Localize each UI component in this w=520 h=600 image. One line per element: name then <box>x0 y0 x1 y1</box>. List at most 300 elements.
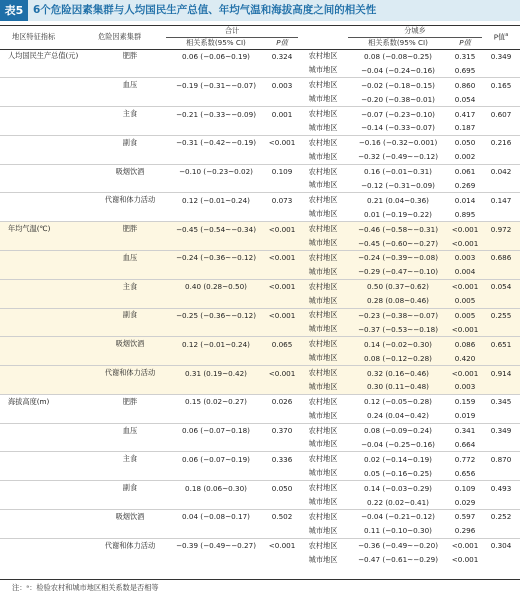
strat-coef: 0.12 (−0.05~0.28) <box>348 394 448 408</box>
total-coef: −0.21 (−0.33~−0.09) <box>166 107 266 121</box>
strat-p: 0.050 <box>448 135 482 149</box>
total-p <box>266 265 298 279</box>
strat-coef: −0.36 (−0.49~−0.20) <box>348 538 448 552</box>
total-p: 0.073 <box>266 193 298 207</box>
p-diff <box>482 150 520 164</box>
total-p: <0.001 <box>266 538 298 552</box>
strat-p: 0.664 <box>454 439 476 449</box>
table-row <box>0 265 520 279</box>
area-label: 城市地区 <box>308 497 338 507</box>
total-p <box>266 524 298 538</box>
total-p <box>266 380 298 394</box>
p-diff: 0.870 <box>482 452 520 466</box>
row-cluster <box>94 179 166 193</box>
row-indicator: 人均国民生产总值(元) <box>8 51 79 61</box>
row-indicator <box>0 135 94 149</box>
row-cluster: 主食 <box>94 452 166 466</box>
row-indicator <box>0 510 94 524</box>
total-coef <box>166 265 266 279</box>
total-p: 0.003 <box>266 78 298 92</box>
total-p: 0.026 <box>266 394 298 408</box>
p-diff: 0.493 <box>482 481 520 495</box>
strat-coef: 0.30 (0.11~0.48) <box>348 380 448 394</box>
row-indicator <box>0 193 94 207</box>
table-row <box>0 107 520 121</box>
total-p <box>266 553 298 567</box>
header-p-diff: P值$^a$ <box>482 26 520 49</box>
p-diff: 0.216 <box>482 135 520 149</box>
table-title: 6个危险因素集群与人均国民生产总值、年均气温和海拔高度之间的相关性 <box>33 4 377 16</box>
total-p <box>266 409 298 423</box>
table-title-bar <box>0 0 520 21</box>
table-row <box>0 63 520 77</box>
area-label: 农村地区 <box>298 164 348 178</box>
area-label: 农村地区 <box>298 250 348 264</box>
strat-coef: −0.04 (−0.24~0.16) <box>361 65 435 75</box>
total-coef <box>166 553 266 567</box>
total-p: 0.001 <box>266 107 298 121</box>
total-coef <box>166 294 266 308</box>
area-label: 城市地区 <box>298 380 348 394</box>
total-p <box>266 92 298 106</box>
row-cluster: 代谢和体力活动 <box>94 538 166 552</box>
area-label: 农村地区 <box>298 78 348 92</box>
row-cluster: 肥胖 <box>94 222 166 236</box>
p-diff: 0.651 <box>482 337 520 351</box>
header-indicator: 地区特征指标 <box>0 26 94 49</box>
area-label: 城市地区 <box>308 180 338 190</box>
strat-coef: −0.04 (−0.21~0.12) <box>348 510 448 524</box>
total-coef: 0.31 (0.19~0.42) <box>166 366 266 380</box>
row-cluster: 血压 <box>94 423 166 437</box>
p-diff: 0.054 <box>482 279 520 293</box>
row-cluster: 代谢和体力活动 <box>94 193 166 207</box>
strat-p: 0.417 <box>448 107 482 121</box>
p-diff: 0.349 <box>490 51 512 61</box>
table-header <box>0 26 520 49</box>
area-label: 城市地区 <box>308 525 338 535</box>
row-indicator <box>0 337 94 351</box>
strat-coef: 0.08 (−0.12~0.28) <box>348 351 448 365</box>
strat-coef: −0.37 (−0.53~−0.18) <box>348 322 448 336</box>
table-bottom-rule <box>0 579 520 580</box>
row-indicator <box>0 495 94 509</box>
row-cluster <box>94 265 166 279</box>
row-indicator <box>0 265 94 279</box>
p-diff <box>482 207 520 221</box>
strat-coef: −0.47 (−0.61~−0.29) <box>358 555 439 565</box>
table-row <box>0 135 520 149</box>
total-coef <box>166 150 266 164</box>
total-coef <box>166 179 266 193</box>
strat-p: 0.860 <box>448 78 482 92</box>
row-cluster <box>94 351 166 365</box>
table-row <box>0 308 520 322</box>
row-indicator <box>0 366 94 380</box>
area-label: 城市地区 <box>308 65 338 75</box>
p-diff: 0.042 <box>482 164 520 178</box>
strat-coef: 0.14 (−0.03~0.29) <box>348 481 448 495</box>
strat-coef: −0.04 (−0.25~0.16) <box>361 439 435 449</box>
strat-p: 0.109 <box>448 481 482 495</box>
total-coef <box>166 207 266 221</box>
total-p <box>266 294 298 308</box>
area-label: 城市地区 <box>308 94 338 104</box>
strat-p: <0.001 <box>448 279 482 293</box>
header-total-p: P值 <box>266 37 298 49</box>
table-row <box>0 92 520 106</box>
row-cluster <box>94 438 166 452</box>
header-total-coef: 相关系数(95% CI) <box>166 37 266 49</box>
row-indicator <box>0 308 94 322</box>
table-row <box>0 279 520 293</box>
p-diff <box>482 265 520 279</box>
table-row <box>0 538 520 552</box>
total-coef: 0.06 (−0.07~0.18) <box>166 423 266 437</box>
total-p: 0.050 <box>266 481 298 495</box>
total-coef <box>166 438 266 452</box>
row-indicator <box>0 452 94 466</box>
area-label: 城市地区 <box>298 236 348 250</box>
total-coef <box>166 121 266 135</box>
total-p <box>266 207 298 221</box>
row-indicator <box>0 236 94 250</box>
row-cluster <box>94 92 166 106</box>
table-row <box>0 164 520 178</box>
table-footnote: 注：ᵃ：检验农村和城市地区相关系数是否相等 <box>12 583 159 592</box>
table-row <box>0 524 520 538</box>
table-body <box>0 49 520 567</box>
area-label: 城市地区 <box>308 410 338 420</box>
area-label: 农村地区 <box>298 135 348 149</box>
strat-coef: 0.02 (−0.14~0.19) <box>348 452 448 466</box>
header-group-stratified: 分城乡 <box>348 26 482 37</box>
total-coef: 0.04 (−0.08~0.17) <box>166 510 266 524</box>
total-p: 0.502 <box>266 510 298 524</box>
row-cluster: 代谢和体力活动 <box>94 366 166 380</box>
table-row <box>0 121 520 135</box>
strat-p: 0.004 <box>448 265 482 279</box>
total-coef <box>166 351 266 365</box>
p-diff: 0.972 <box>482 222 520 236</box>
row-indicator <box>0 380 94 394</box>
row-indicator <box>0 92 94 106</box>
strat-p: 0.002 <box>454 152 476 162</box>
row-cluster <box>94 150 166 164</box>
strat-coef: −0.12 (−0.31~0.09) <box>361 180 435 190</box>
table-row <box>0 179 520 193</box>
table-row <box>0 466 520 480</box>
strat-coef: −0.07 (−0.23~0.10) <box>348 107 448 121</box>
table-row <box>0 294 520 308</box>
table-row <box>0 337 520 351</box>
strat-coef: −0.32 (−0.49~−0.12) <box>358 152 439 162</box>
table-row <box>0 222 520 236</box>
strat-p: 0.269 <box>454 180 476 190</box>
row-cluster <box>94 63 166 77</box>
p-diff <box>482 92 520 106</box>
total-p: <0.001 <box>266 222 298 236</box>
strat-coef: −0.14 (−0.33~0.07) <box>361 123 435 133</box>
p-diff <box>482 438 520 452</box>
p-diff <box>482 179 520 193</box>
table-row <box>0 510 520 524</box>
total-coef: −0.10 (−0.23~0.02) <box>166 164 266 178</box>
p-diff <box>482 380 520 394</box>
table-row <box>0 366 520 380</box>
area-label: 城市地区 <box>298 351 348 365</box>
row-cluster: 肥胖 <box>122 51 138 61</box>
row-cluster: 吸烟饮酒 <box>94 164 166 178</box>
p-diff <box>482 236 520 250</box>
p-diff: 0.147 <box>482 193 520 207</box>
strat-p: 0.695 <box>454 65 476 75</box>
table-row <box>0 150 520 164</box>
row-cluster <box>94 524 166 538</box>
strat-p: 0.061 <box>448 164 482 178</box>
total-p: <0.001 <box>266 279 298 293</box>
row-cluster: 血压 <box>94 78 166 92</box>
area-label: 农村地区 <box>298 510 348 524</box>
strat-p: 0.341 <box>448 423 482 437</box>
row-indicator <box>0 481 94 495</box>
table-row <box>0 49 520 63</box>
p-diff <box>482 294 520 308</box>
p-diff: 0.914 <box>482 366 520 380</box>
area-label: 城市地区 <box>298 322 348 336</box>
total-p: <0.001 <box>266 135 298 149</box>
table-row <box>0 380 520 394</box>
row-indicator: 年均气温(℃) <box>0 222 94 236</box>
row-indicator <box>0 423 94 437</box>
table-row <box>0 394 520 408</box>
total-coef <box>166 466 266 480</box>
table-row <box>0 423 520 437</box>
header-strat-coef: 相关系数(95% CI) <box>348 37 448 49</box>
strat-coef: 0.08 (−0.09~0.24) <box>348 423 448 437</box>
area-label: 农村地区 <box>298 366 348 380</box>
strat-coef: 0.16 (−0.01~0.31) <box>348 164 448 178</box>
area-label: 农村地区 <box>298 279 348 293</box>
strat-p: 0.054 <box>454 94 476 104</box>
row-cluster: 主食 <box>94 279 166 293</box>
p-diff <box>482 524 520 538</box>
row-indicator <box>0 438 94 452</box>
p-diff <box>482 466 520 480</box>
area-label: 农村地区 <box>298 193 348 207</box>
total-coef: −0.39 (−0.49~−0.27) <box>166 538 266 552</box>
total-coef <box>166 524 266 538</box>
table-row <box>0 322 520 336</box>
total-coef <box>166 236 266 250</box>
area-label: 城市地区 <box>308 439 338 449</box>
strat-p: <0.001 <box>448 538 482 552</box>
total-coef: 0.12 (−0.01~0.24) <box>166 337 266 351</box>
total-coef: 0.40 (0.28~0.50) <box>166 279 266 293</box>
table-number-badge: 表5 <box>0 0 28 21</box>
row-indicator <box>0 179 94 193</box>
row-cluster: 副食 <box>94 135 166 149</box>
strat-p: 0.895 <box>454 209 476 219</box>
table-row <box>0 495 520 509</box>
header-cluster: 危险因素集群 <box>94 26 166 49</box>
p-diff: 0.165 <box>482 78 520 92</box>
strat-p: 0.029 <box>454 497 476 507</box>
area-label: 农村地区 <box>298 423 348 437</box>
total-coef: 0.12 (−0.01~0.24) <box>166 193 266 207</box>
strat-p: 0.296 <box>454 526 476 536</box>
p-diff: 0.304 <box>482 538 520 552</box>
row-cluster: 副食 <box>94 481 166 495</box>
area-label: 农村地区 <box>298 538 348 552</box>
row-cluster <box>94 380 166 394</box>
header-group-total: 合计 <box>166 26 298 37</box>
table-row <box>0 438 520 452</box>
total-p <box>266 495 298 509</box>
row-indicator <box>0 250 94 264</box>
total-p <box>266 179 298 193</box>
row-indicator <box>0 538 94 552</box>
total-coef: 0.18 (0.06~0.30) <box>166 481 266 495</box>
total-p: <0.001 <box>266 250 298 264</box>
strat-p: 0.187 <box>454 123 476 133</box>
p-diff: 0.345 <box>482 394 520 408</box>
strat-p: 0.597 <box>448 510 482 524</box>
strat-p: <0.001 <box>448 236 482 250</box>
row-indicator <box>0 279 94 293</box>
p-diff: 0.607 <box>482 107 520 121</box>
row-cluster: 肥胖 <box>94 394 166 408</box>
table-row <box>0 452 520 466</box>
table-row <box>0 553 520 567</box>
strat-coef: −0.45 (−0.60~−0.27) <box>348 236 448 250</box>
table-row <box>0 193 520 207</box>
area-label: 农村地区 <box>308 51 338 61</box>
area-label: 城市地区 <box>298 294 348 308</box>
strat-p: 0.005 <box>448 308 482 322</box>
total-coef: −0.25 (−0.36~−0.12) <box>166 308 266 322</box>
total-p: <0.001 <box>266 308 298 322</box>
strat-coef: 0.21 (0.04~0.36) <box>348 193 448 207</box>
total-p: 0.065 <box>266 337 298 351</box>
strat-coef: 0.01 (−0.19~0.22) <box>364 209 432 219</box>
total-p <box>266 351 298 365</box>
total-coef <box>166 495 266 509</box>
strat-coef: 0.08 (−0.08~0.25) <box>364 51 432 61</box>
p-diff <box>482 553 520 567</box>
area-label: 城市地区 <box>308 209 338 219</box>
total-coef: −0.45 (−0.54~−0.34) <box>166 222 266 236</box>
row-indicator <box>0 150 94 164</box>
total-coef: 0.06 (−0.06~0.19) <box>182 51 250 61</box>
total-p: 0.336 <box>266 452 298 466</box>
area-label: 城市地区 <box>308 151 338 161</box>
row-indicator <box>0 78 94 92</box>
total-p <box>266 466 298 480</box>
strat-coef: −0.20 (−0.38~0.01) <box>361 94 435 104</box>
row-cluster <box>94 409 166 423</box>
total-coef: −0.19 (−0.31~−0.07) <box>166 78 266 92</box>
total-p <box>266 322 298 336</box>
total-coef: 0.06 (−0.07~0.19) <box>166 452 266 466</box>
total-p <box>266 63 298 77</box>
area-label: 城市地区 <box>308 468 338 478</box>
p-diff: 0.686 <box>482 250 520 264</box>
area-label: 农村地区 <box>298 452 348 466</box>
strat-p: <0.001 <box>451 555 479 565</box>
total-coef <box>166 380 266 394</box>
area-label: 农村地区 <box>298 337 348 351</box>
p-diff <box>482 121 520 135</box>
strat-coef: 0.22 (0.02~0.41) <box>367 497 429 507</box>
row-indicator <box>0 466 94 480</box>
strat-coef: −0.24 (−0.39~−0.08) <box>348 250 448 264</box>
row-cluster <box>94 553 166 567</box>
total-p: 0.324 <box>271 51 293 61</box>
strat-coef: 0.28 (0.08~0.46) <box>348 294 448 308</box>
correlation-table <box>0 26 520 567</box>
strat-p: <0.001 <box>448 366 482 380</box>
row-indicator <box>0 164 94 178</box>
row-cluster <box>94 121 166 135</box>
row-cluster <box>94 207 166 221</box>
total-coef <box>166 63 266 77</box>
strat-p: 0.086 <box>448 337 482 351</box>
strat-coef: −0.16 (−0.32~0.001) <box>348 135 448 149</box>
row-indicator <box>0 207 94 221</box>
total-coef: −0.31 (−0.42~−0.19) <box>166 135 266 149</box>
row-cluster <box>94 466 166 480</box>
strat-p: 0.005 <box>448 294 482 308</box>
strat-coef: 0.11 (−0.10~0.30) <box>364 526 432 536</box>
area-label: 城市地区 <box>298 265 348 279</box>
total-coef <box>166 409 266 423</box>
header-strat-p: P值 <box>448 37 482 49</box>
table-row <box>0 207 520 221</box>
total-coef: 0.15 (0.02~0.27) <box>166 394 266 408</box>
p-diff: 0.252 <box>482 510 520 524</box>
row-indicator <box>0 409 94 423</box>
strat-p: 0.315 <box>454 51 476 61</box>
row-indicator <box>0 322 94 336</box>
table-row <box>0 481 520 495</box>
p-diff <box>482 409 520 423</box>
strat-coef: −0.46 (−0.58~−0.31) <box>348 222 448 236</box>
total-p: <0.001 <box>266 366 298 380</box>
row-indicator <box>0 553 94 567</box>
row-indicator <box>0 524 94 538</box>
row-cluster: 主食 <box>94 107 166 121</box>
area-label: 农村地区 <box>298 107 348 121</box>
area-label: 城市地区 <box>308 554 338 564</box>
table-row <box>0 78 520 92</box>
row-cluster <box>94 236 166 250</box>
area-label: 农村地区 <box>298 222 348 236</box>
row-cluster: 副食 <box>94 308 166 322</box>
row-indicator <box>0 294 94 308</box>
row-indicator <box>0 63 94 77</box>
total-p: 0.370 <box>266 423 298 437</box>
p-diff <box>482 63 520 77</box>
area-label: 农村地区 <box>298 308 348 322</box>
p-diff: 0.349 <box>482 423 520 437</box>
row-cluster <box>94 322 166 336</box>
total-p: 0.109 <box>266 164 298 178</box>
strat-coef: −0.02 (−0.18~0.15) <box>348 78 448 92</box>
p-diff <box>482 351 520 365</box>
total-coef <box>166 322 266 336</box>
strat-p: 0.003 <box>448 380 482 394</box>
